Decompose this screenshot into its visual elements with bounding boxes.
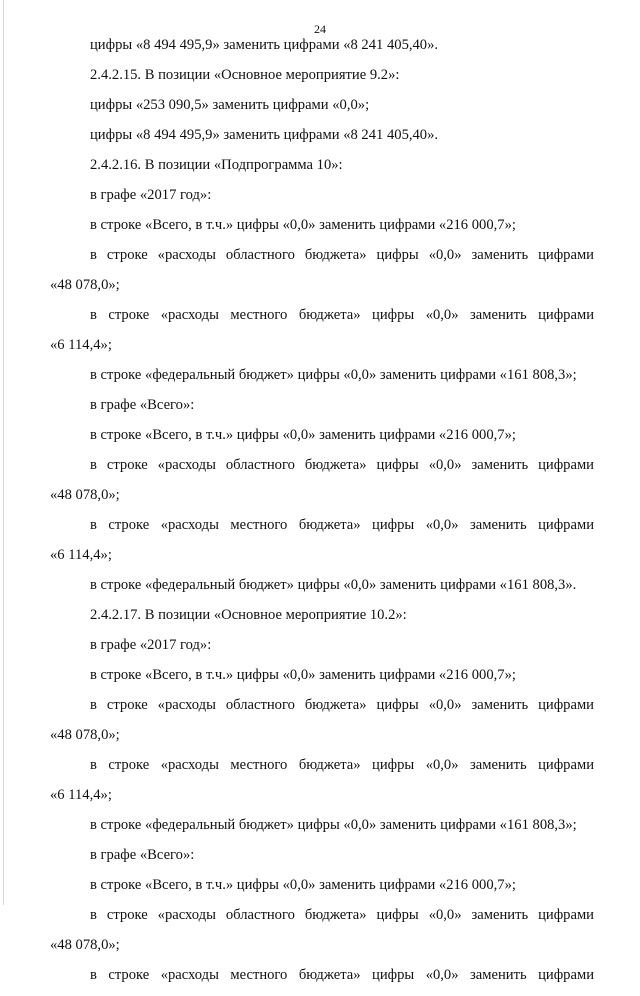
text-line: «48 078,0»; (50, 727, 120, 743)
text-line: в строке «расходы областного бюджета» цифры «0,0» заменить цифрами (90, 697, 594, 713)
document-body (50, 36, 594, 996)
text-line: цифры «8 494 495,9» заменить цифрами «8 241 405,40». (90, 37, 439, 53)
text-line: в графе «Всего»: (90, 397, 195, 413)
text-line: «48 078,0»; (50, 937, 120, 953)
page-number: 24 (314, 22, 326, 36)
text-line: в строке «расходы областного бюджета» цифры «0,0» заменить цифрами (90, 907, 594, 923)
text-line: 2.4.2.15. В позиции «Основное мероприятие 9.2»: (90, 67, 400, 83)
text-line: в строке «федеральный бюджет» цифры «0,0» заменить цифрами «161 808,3»; (90, 367, 577, 383)
text-line: в графе «2017 год»: (90, 637, 212, 653)
text-line: в строке «Всего, в т.ч.» цифры «0,0» заменить цифрами «216 000,7»; (90, 217, 516, 233)
text-line: «6 114,4»; (50, 787, 112, 803)
text-line: «6 114,4»; (50, 547, 112, 563)
text-line: в строке «Всего, в т.ч.» цифры «0,0» заменить цифрами «216 000,7»; (90, 427, 516, 443)
scan-edge-line (3, 0, 4, 905)
text-line: «6 114,4»; (50, 337, 112, 353)
text-line: в строке «расходы местного бюджета» цифры «0,0» заменить цифрами (90, 757, 594, 773)
text-line: цифры «253 090,5» заменить цифрами «0,0»; (90, 97, 370, 113)
text-line: в графе «2017 год»: (90, 187, 212, 203)
text-line: в строке «федеральный бюджет» цифры «0,0» заменить цифрами «161 808,3»; (90, 817, 577, 833)
text-line: «48 078,0»; (50, 277, 120, 293)
text-line: в строке «федеральный бюджет» цифры «0,0» заменить цифрами «161 808,3». (90, 577, 577, 593)
text-line: «48 078,0»; (50, 487, 120, 503)
text-line: цифры «8 494 495,9» заменить цифрами «8 241 405,40». (90, 127, 439, 143)
text-line: в строке «расходы местного бюджета» цифры «0,0» заменить цифрами (90, 307, 594, 323)
text-line: в строке «Всего, в т.ч.» цифры «0,0» заменить цифрами «216 000,7»; (90, 667, 516, 683)
text-line: 2.4.2.17. В позиции «Основное мероприятие 10.2»: (90, 607, 407, 623)
text-line: в строке «расходы местного бюджета» цифры «0,0» заменить цифрами (90, 967, 594, 983)
text-line: в строке «расходы местного бюджета» цифры «0,0» заменить цифрами (90, 517, 594, 533)
text-line: в строке «расходы областного бюджета» цифры «0,0» заменить цифрами (90, 247, 594, 263)
text-line: в графе «Всего»: (90, 847, 195, 863)
text-line: 2.4.2.16. В позиции «Подпрограмма 10»: (90, 157, 343, 173)
text-line: в строке «расходы областного бюджета» цифры «0,0» заменить цифрами (90, 457, 594, 473)
text-line: в строке «Всего, в т.ч.» цифры «0,0» заменить цифрами «216 000,7»; (90, 877, 516, 893)
